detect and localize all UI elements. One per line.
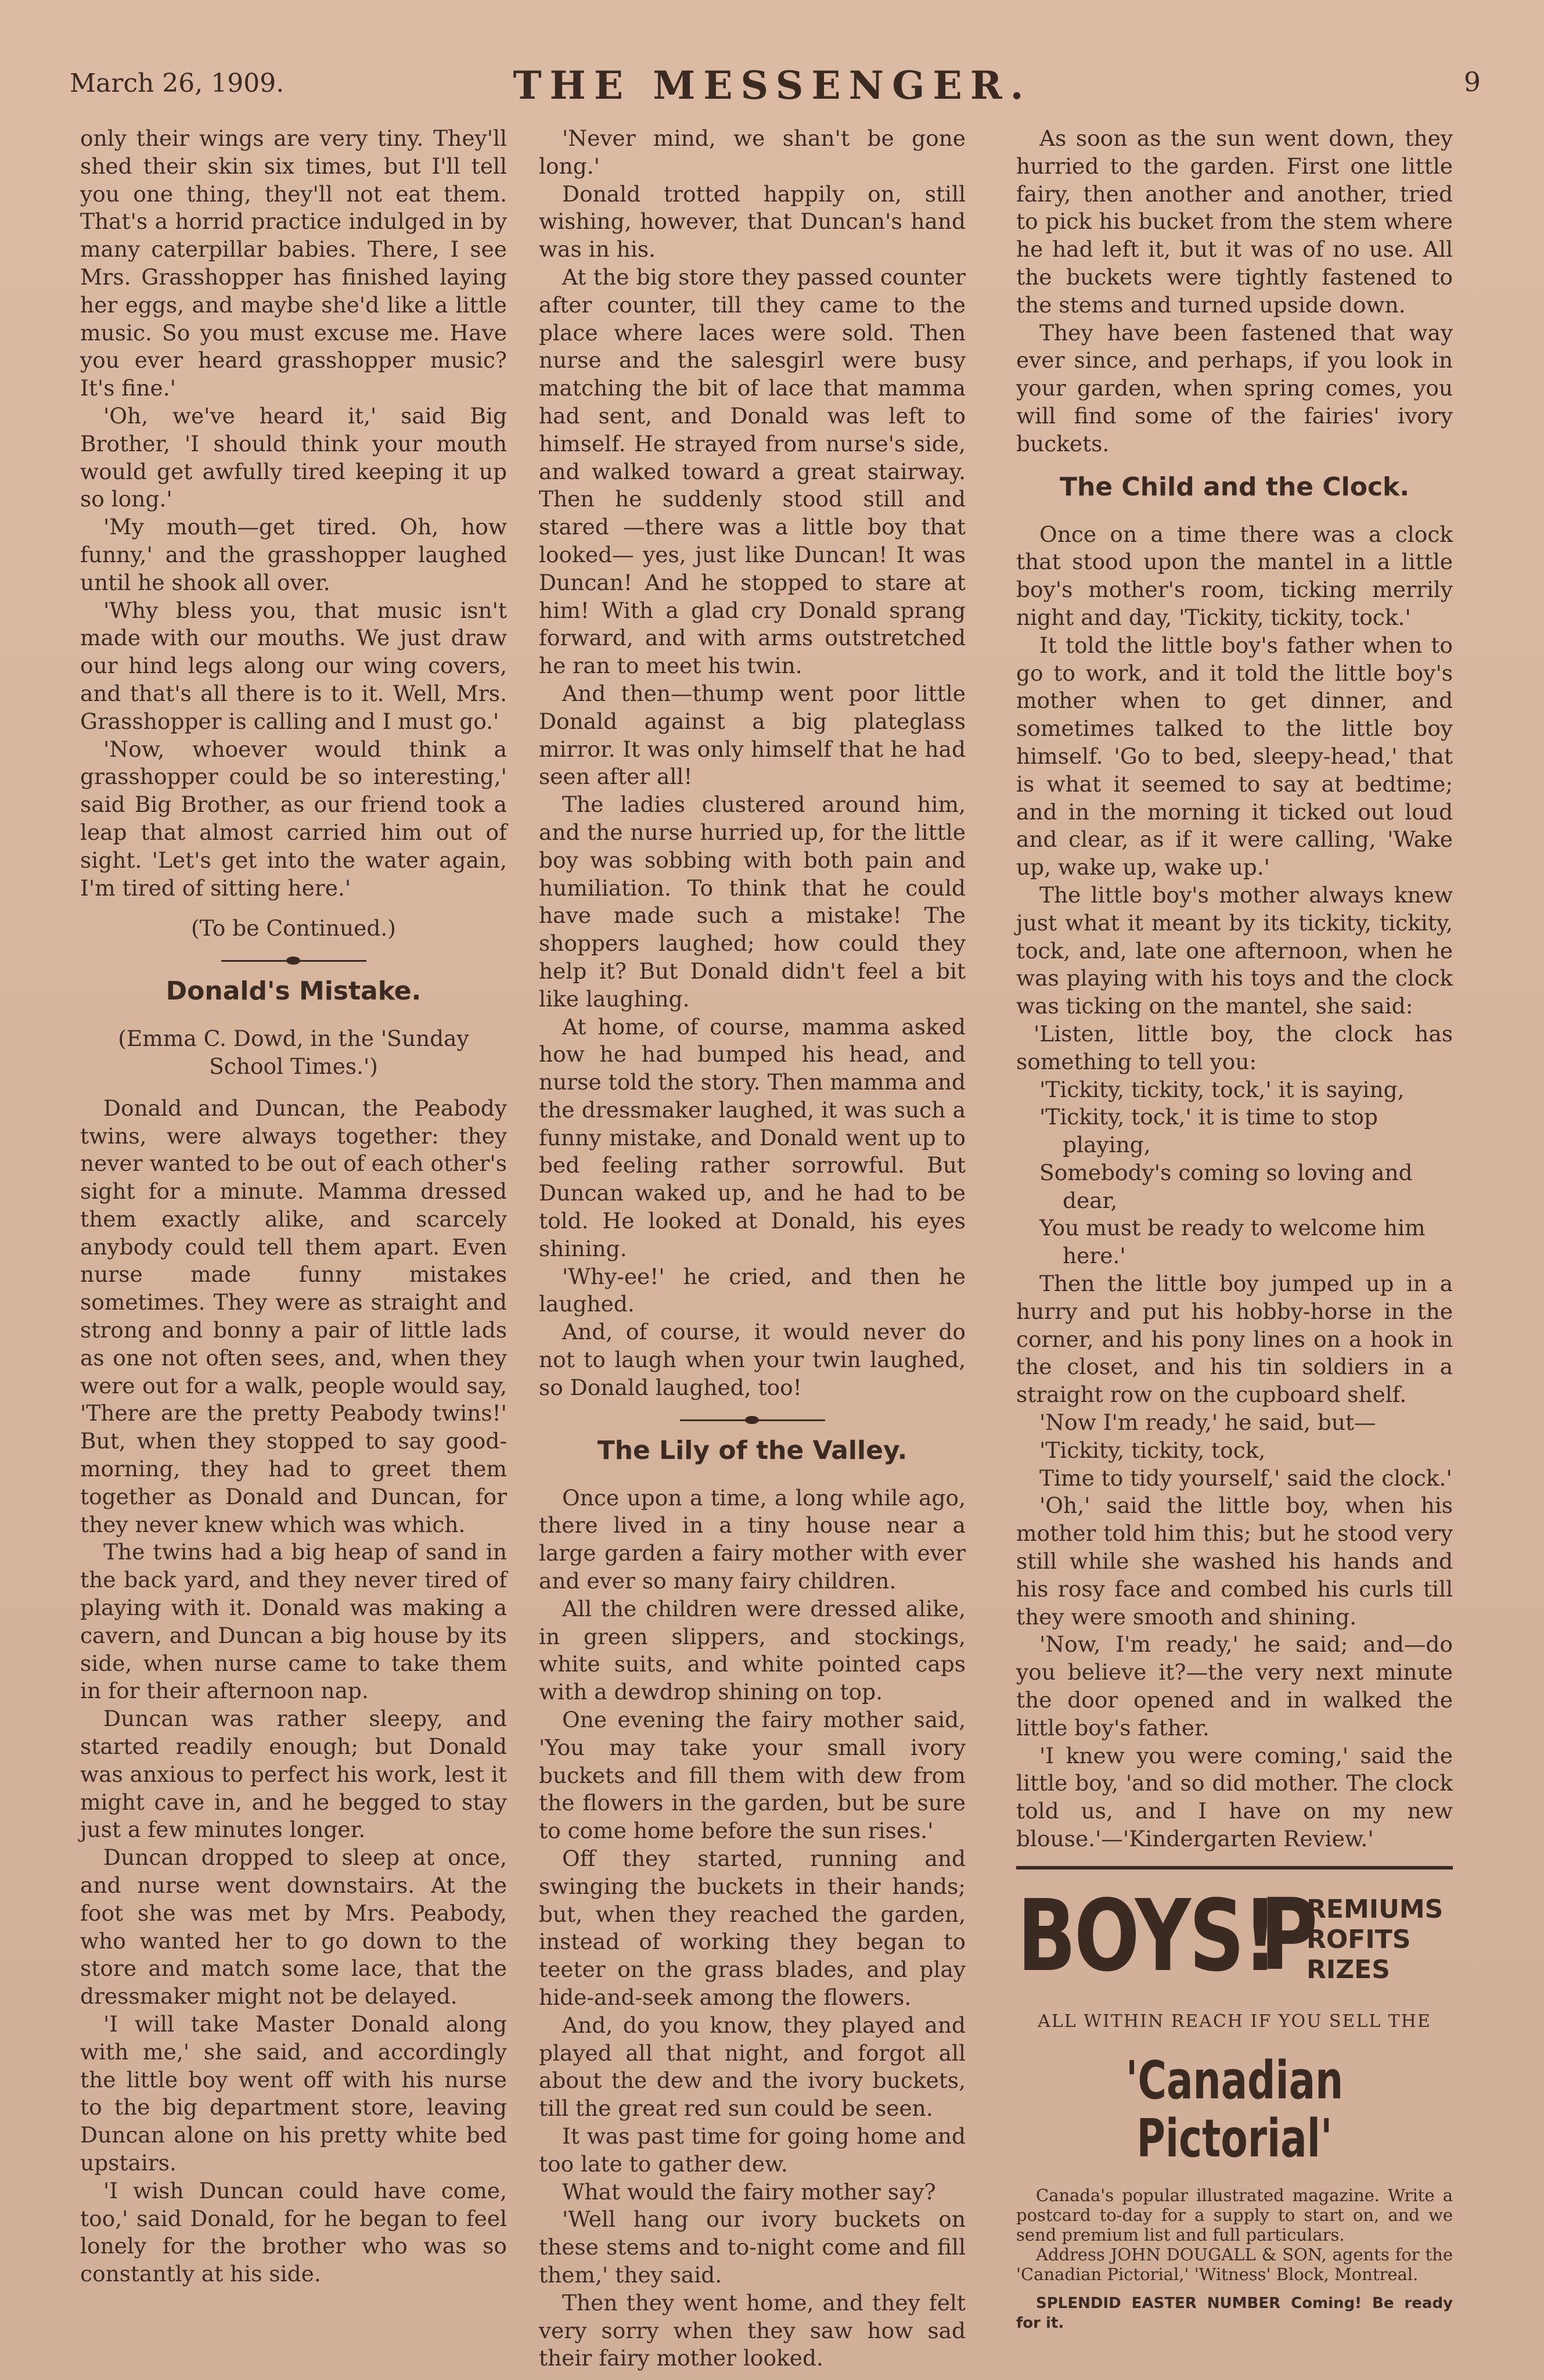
ad-body bbox=[1016, 2185, 1453, 2333]
paragraph: Off they started, running and swinging the buckets in their hands; but, when they reached the garden, instead of working they began to teeter on the grass blades, and play hide-and-seek among the flowers. bbox=[539, 1846, 966, 2010]
paragraph: Duncan was rather sleepy, and started readily enough; but Donald was anxious to perfect his work, lest it might cave in, and he begged to stay just a few minutes longer. bbox=[80, 1706, 507, 1843]
poem-line: here.' bbox=[1063, 1243, 1126, 1269]
ad-address: Address JOHN DOUGALL & SON, agents for the 'Canadian Pictorial,' 'Witness' Block, Montreal. bbox=[1016, 2244, 1453, 2284]
masthead bbox=[64, 63, 1481, 109]
newspaper-title: THE MESSENGER. bbox=[513, 63, 1032, 108]
column-1 bbox=[80, 125, 507, 2288]
paragraph: 'My mouth—get tired. Oh, how funny,' and the grasshopper laughed until he shook all over. bbox=[80, 514, 507, 595]
ad-banner bbox=[1016, 1877, 1453, 1997]
page-number: 9 bbox=[1463, 66, 1481, 98]
paragraph: One evening the fairy mother said, 'You may take your small ivory buckets and fill them with dew from the flowers in the garden, but be sure to come home before the sun rises.' bbox=[539, 1707, 966, 1844]
column-3 bbox=[1016, 125, 1453, 2333]
paragraph: And then—thump went poor little Donald against a big plateglass mirror. It was only himself that he had seen after all! bbox=[539, 680, 966, 790]
column-2 bbox=[539, 125, 966, 2372]
ad-big-letter: P bbox=[1260, 1877, 1318, 1993]
story-heading-lily-of-the-valley: The Lily of the Valley. bbox=[597, 1435, 908, 1465]
paragraph: At home, of course, mamma asked how he had bumped his head, and nurse told the story. Then mamma and the dressmaker laughed, it was such a funny mistake, and Donald went up to bed feeling rather sorrowful. But Duncan waked up, and he had to be told. He looked at Donald, his eyes shining. bbox=[539, 1013, 966, 1261]
ad-easter-notice: SPLENDID EASTER NUMBER Coming! Be ready for it. bbox=[1016, 2294, 1453, 2332]
paragraph: Then they went home, and they felt very sorry when they saw how sad their fairy mother looked. bbox=[539, 2289, 966, 2371]
poem-line: 'Listen, little boy, the clock has something to tell you: bbox=[1016, 1020, 1453, 1074]
paragraph: 'Oh, we've heard it,' said Big Brother, 'I should think your mouth would get awfully tired keeping it up so long.' bbox=[80, 402, 507, 512]
poem-line: You must be ready to welcome him bbox=[1039, 1215, 1426, 1241]
paragraph: The ladies clustered around him, and the nurse hurried up, for the little boy was sobbing with both pain and humiliation. To think that he could have made such a mistake! The shoppers laughed; how could they help it? But Donald didn't feel a bit like laughing. bbox=[539, 792, 966, 1012]
poem-line: playing, bbox=[1063, 1132, 1151, 1158]
paragraph: What would the fairy mother say? bbox=[562, 2178, 936, 2205]
poem-line: dear, bbox=[1063, 1187, 1118, 1213]
paragraph: And, do you know, they played and played all that night, and forgot all about the dew and the ivory buckets, till the great red sun could be seen. bbox=[539, 2012, 966, 2122]
paragraph: 'I wish Duncan could have come, too,' said Donald, for he began to feel lonely for the brother who was so constantly at his side. bbox=[80, 2177, 507, 2287]
paragraph: As soon as the sun went down, they hurried to the garden. First one little fairy, then another and another, tried to pick his bucket from the stem where he had left it, but it was of no use. All the buckets were tightly fastened to the stems and turned upside down. bbox=[1016, 125, 1453, 318]
paragraph: 'Why-ee!' he cried, and then he laughed. bbox=[539, 1263, 966, 1317]
ad-word-prizes: RIZES bbox=[1307, 1954, 1390, 1984]
ad-boys-headline: BOYS! bbox=[1017, 1878, 1276, 1994]
paragraph: Once on a time there was a clock that stood upon the mantel in a little boy's mother's room, ticking merrily night and day, 'Tickity, tickity, tock.' bbox=[1016, 521, 1453, 630]
paragraph: 'Why bless you, that music isn't made with our mouths. We just draw our hind legs along our wing covers, and that's all there is to it. Well, Mrs. Grasshopper is calling and I must go.' bbox=[80, 597, 507, 734]
section-divider bbox=[680, 1416, 825, 1424]
ad-word-profits: ROFITS bbox=[1307, 1924, 1411, 1954]
ad-magazine-name: 'Canadian Pictorial' bbox=[1125, 2050, 1344, 2169]
paragraph: 'Well hang our ivory buckets on these stems and to-night come and fill them,' they said. bbox=[539, 2206, 966, 2288]
issue-date: March 26, 1909. bbox=[70, 69, 285, 98]
poem-line: Somebody's coming so loving and bbox=[1039, 1159, 1413, 1185]
paragraph: Then the little boy jumped up in a hurry and put his hobby-horse in the corner, and his pony lines on a hook in the closet, and his tin soldiers in a straight row on the cupboard shelf. bbox=[1016, 1271, 1453, 1408]
story-heading-child-and-clock: The Child and the Clock. bbox=[1059, 472, 1410, 502]
paragraph: 'I will take Master Donald along with me,' she said, and accordingly the little boy went off with his nurse to the big department store, leaving Duncan alone on his pretty white bed upstairs. bbox=[80, 2011, 507, 2176]
poem-line: 'Tickity, tickity, tock,' it is saying, bbox=[1039, 1076, 1405, 1102]
paragraph: It was past time for going home and too late to gather dew. bbox=[539, 2123, 966, 2177]
paragraph: 'Tickity, tickity, tock, bbox=[1039, 1437, 1266, 1463]
paragraph: The twins had a big heap of sand in the back yard, and they never tired of playing with it. Donald was making a cavern, and Duncan a big house by its side, when nurse came to take them in for their afternoon nap. bbox=[80, 1539, 507, 1704]
byline: (Emma C. Dowd, in the 'Sunday School Times.') bbox=[118, 1026, 469, 1079]
paragraph: Donald trotted happily on, still wishing, however, that Duncan's hand was in his. bbox=[539, 181, 966, 263]
paragraph: And, of course, it would never do not to laugh when your twin laughed, so Donald laughed, too! bbox=[539, 1319, 966, 1400]
ad-word-premiums: REMIUMS bbox=[1307, 1894, 1444, 1924]
paragraph: 'Now I'm ready,' he said, but— bbox=[1039, 1410, 1376, 1436]
paragraph: Once upon a time, a long while ago, there lived in a tiny house near a large garden a fairy mother with ever and ever so many fairy children. bbox=[539, 1484, 966, 1594]
ad-tagline: ALL WITHIN REACH IF YOU SELL THE bbox=[1038, 2011, 1431, 2032]
paragraph: They have been fastened that way ever since, and perhaps, if you look in your garden, when spring comes, you will find some of the fairies' ivory buckets. bbox=[1016, 319, 1453, 456]
poem-line: 'Tickity, tock,' it is time to stop bbox=[1039, 1104, 1379, 1130]
story-heading-donalds-mistake: Donald's Mistake. bbox=[165, 976, 422, 1006]
paragraph: 'Oh,' said the little boy, when his mother told him this; but he stood very still while she washed his hands and his rosy face and combed his curls till they were smooth and shining. bbox=[1016, 1493, 1453, 1630]
paragraph: At the big store they passed counter after counter, till they came to the place where laces were sold. Then nurse and the salesgirl were busy matching the bit of lace that mamma had sent, and Donald was left to himself. He strayed from nurse's side, and walked toward a great stairway. Then he suddenly stood still and stared —there was a little boy that looked— yes, just like Duncan! It was Duncan! And he stopped to stare at him! With a glad cry Donald sprang forward, and with arms outstretched he ran to meet his twin. bbox=[539, 264, 966, 679]
section-divider bbox=[221, 957, 366, 965]
paragraph: 'Now, whoever would think a grasshopper could be so interesting,' said Big Brother, as our friend took a leap that almost carried him out of sight. 'Let's get into the water again, I'm tired of sitting here.' bbox=[80, 736, 507, 901]
ad-paragraph: Canada's popular illustrated magazine. Write a postcard to-day for a supply to start on, and we send premium list and full particulars. bbox=[1016, 2185, 1453, 2245]
paragraph: It told the little boy's father when to go to work, and it told the little boy's mother when to get dinner, and sometimes talked to the little boy himself. 'Go to bed, sleepy-head,' that is what it seemed to say at bedtime; and in the morning it ticked out loud and clear, as if it were calling, 'Wake up, wake up, wake up.' bbox=[1016, 632, 1453, 880]
paragraph: All the children were dressed alike, in green slippers, and stockings, white suits, and white pointed caps with a dewdrop shining on top. bbox=[539, 1595, 966, 1705]
paragraph: Duncan dropped to sleep at once, and nurse went downstairs. At the foot she was met by Mrs. Peabody, who wanted her to go down to the store and match some lace, that the dressmaker might not be delayed. bbox=[80, 1845, 507, 2009]
continued-note: (To be Continued.) bbox=[191, 915, 396, 941]
paragraph: Donald and Duncan, the Peabody twins, were always together: they never wanted to be out of each other's sight for a minute. Mamma dressed them exactly alike, and scarcely anybody could tell them apart. Even nurse made funny mistakes sometimes. They were as straight and strong and bonny a pair of little lads as one not often sees, and, when they were out for a walk, people would say, 'There are the pretty Peabody twins!' But, when they stopped to say good-morning, they had to greet them together as Donald and Duncan, for they never knew which was which. bbox=[80, 1095, 507, 1537]
paragraph: 'I knew you were coming,' said the little boy, 'and so did mother. The clock told us, and I have on my new blouse.'—'Kindergarten Review.' bbox=[1016, 1742, 1453, 1852]
paragraph: Time to tidy yourself,' said the clock.' bbox=[1039, 1465, 1452, 1491]
paragraph: 'Never mind, we shan't be gone long.' bbox=[539, 125, 966, 179]
clock-poem bbox=[1016, 1020, 1453, 1270]
canadian-pictorial-advertisement bbox=[1016, 1866, 1453, 2333]
paragraph: only their wings are very tiny. They'll shed their skin six times, but I'll tell you one thing, they'll not eat them. That's a horrid practice indulged in by many caterpillar babies. There, I see Mrs. Grasshopper has finished laying her eggs, and maybe she'd like a little music. So you must excuse me. Have you ever heard grasshopper music? It's fine.' bbox=[80, 125, 507, 401]
paragraph: 'Now, I'm ready,' he said; and—do you believe it?—the very next minute the door opened and in walked the little boy's father. bbox=[1016, 1631, 1453, 1741]
paragraph: The little boy's mother always knew just what it meant by its tickity, tickity, tock, and, late one afternoon, when he was playing with his toys and the clock was ticking on the mantel, she said: bbox=[1016, 882, 1453, 1019]
